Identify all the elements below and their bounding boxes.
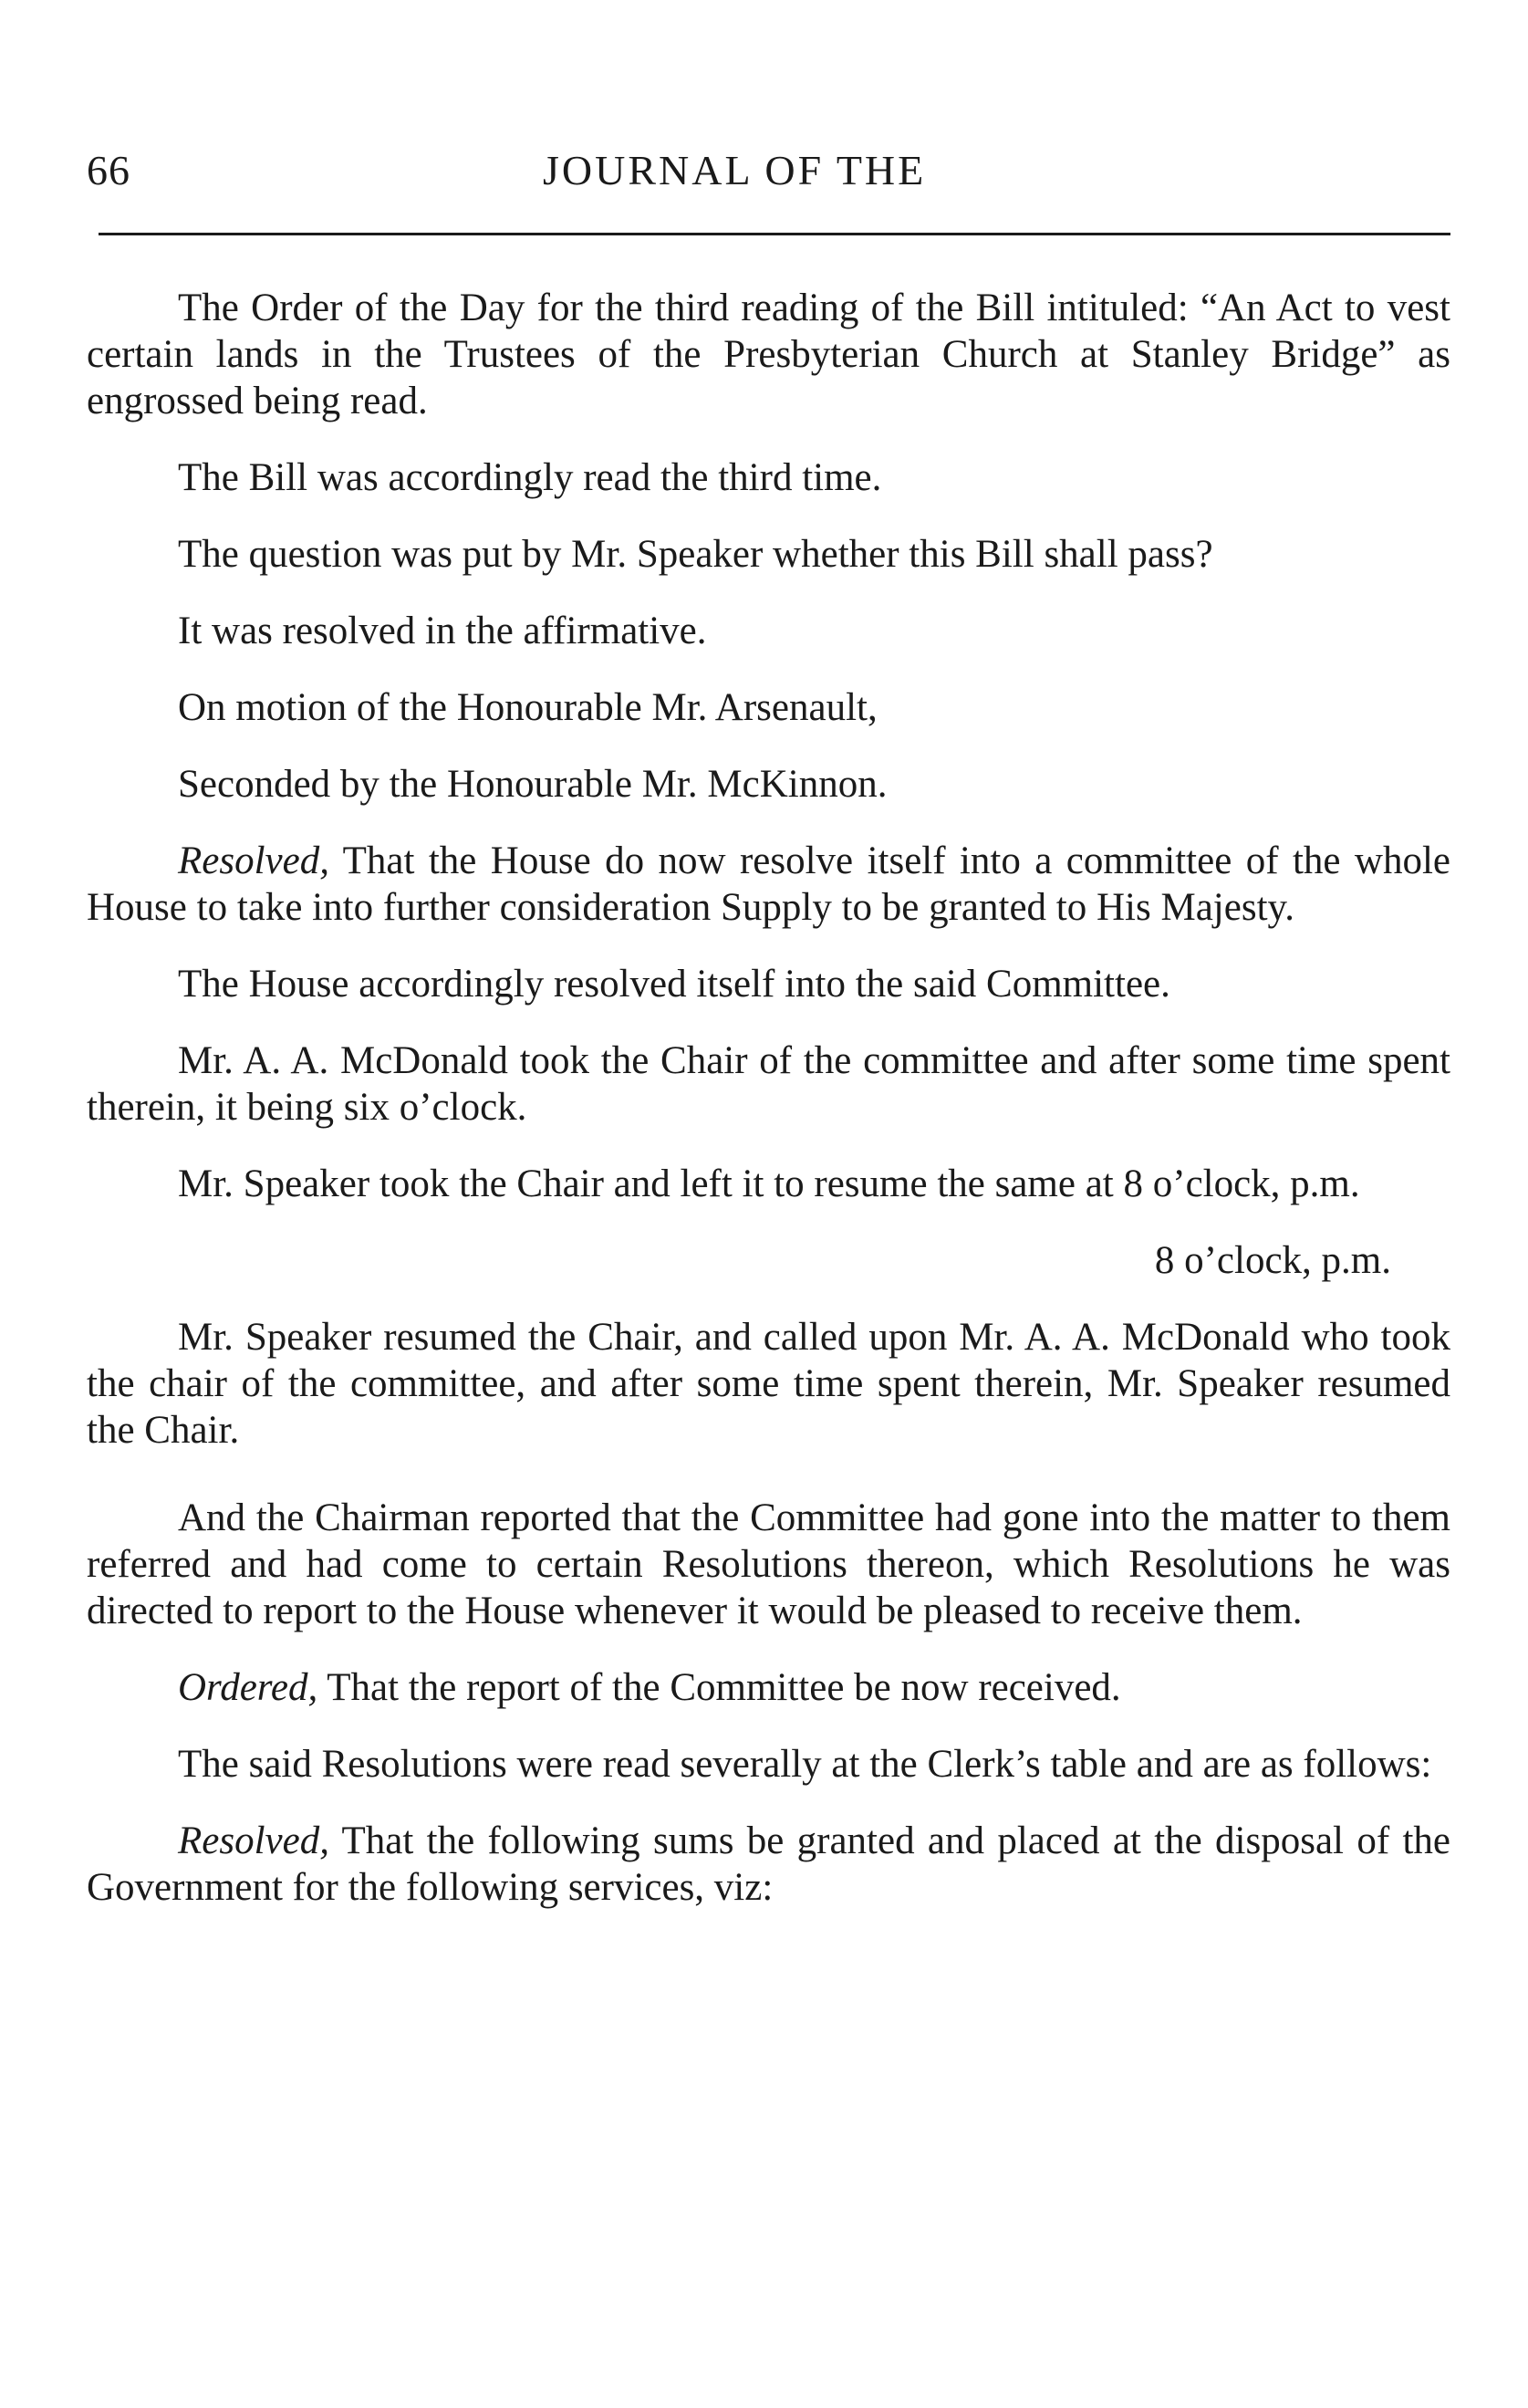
resolved-lead: Resolved,	[178, 839, 329, 882]
paragraph-motion: On motion of the Honourable Mr. Arsenault,	[178, 686, 878, 729]
paragraph-ordered	[87, 1664, 1450, 1711]
resolved-sums-text: That the following sums be granted and placed at the disposal of the Government for the following services, viz:	[87, 1819, 1450, 1909]
paragraph-bill-read: The Bill was accordingly read the third time.	[178, 456, 882, 499]
ordered-lead: Ordered,	[178, 1666, 318, 1709]
page-header	[87, 146, 1455, 210]
paragraph-time-mark: 8 o’clock, p.m.	[1154, 1239, 1391, 1282]
paragraph-question-put: The question was put by Mr. Speaker whether this Bill shall pass?	[178, 533, 1213, 576]
paragraph-speaker-resumed: Mr. Speaker resumed the Chair, and called upon Mr. A. A. McDonald who took the chair of the committee, and after some time spent therein, Mr. Speaker resumed the Chair.	[87, 1316, 1450, 1452]
paragraph-resolved-committee	[87, 838, 1450, 931]
resolved-sums-lead: Resolved,	[178, 1819, 329, 1862]
paragraph-resolved-sums	[87, 1818, 1450, 1911]
header-rule	[99, 233, 1450, 235]
paragraph-chairman-reported: And the Chairman reported that the Committee had gone into the matter to them referred and had come to certain Resolutions thereon, which Resolutions he was directed to report to the House whenever it would be pleased to receive them.	[87, 1496, 1450, 1632]
paragraph-resolutions-read: The said Resolutions were read severally at the Clerk’s table and are as follows:	[178, 1743, 1432, 1786]
running-head: JOURNAL OF THE	[543, 147, 927, 193]
paragraph-house-resolved: The House accordingly resolved itself into the said Committee.	[178, 963, 1170, 1006]
resolved-text: That the House do now resolve itself into a committee of the whole House to take into further consideration Supply to be granted to His Majesty.	[87, 839, 1450, 929]
body-text	[87, 285, 1450, 1941]
ordered-text: That the report of the Committee be now received.	[317, 1666, 1121, 1709]
paragraph-seconded: Seconded by the Honourable Mr. McKinnon.	[178, 763, 888, 806]
paragraph-chair-taken: Mr. A. A. McDonald took the Chair of the committee and after some time spent therein, it being six o’clock.	[87, 1039, 1450, 1129]
paragraph-speaker-chair: Mr. Speaker took the Chair and left it to resume the same at 8 o’clock, p.m.	[178, 1162, 1360, 1205]
page-number: 66	[87, 147, 130, 193]
paragraph-order-of-day: The Order of the Day for the third reading of the Bill intituled: “An Act to vest certain lands in the Trustees of the Presbyterian Church at Stanley Bridge” as engrossed being read.	[87, 287, 1450, 422]
paragraph-resolved-affirmative: It was resolved in the affirmative.	[178, 610, 707, 652]
